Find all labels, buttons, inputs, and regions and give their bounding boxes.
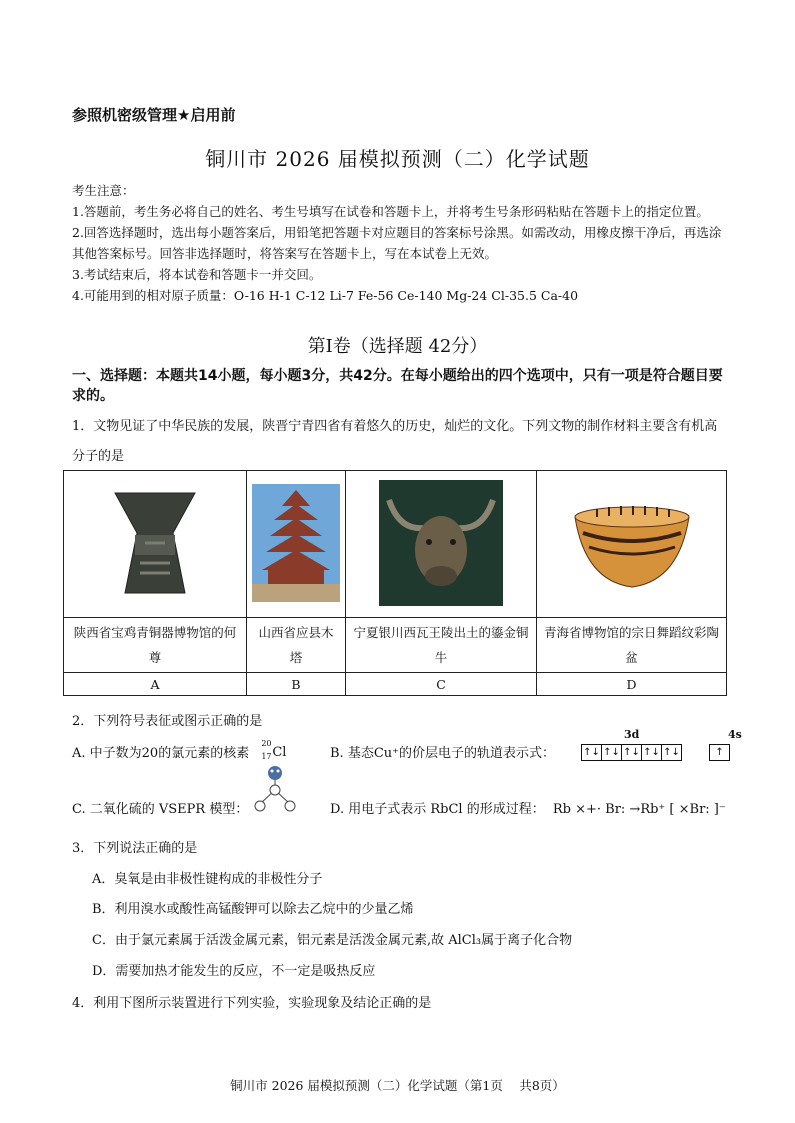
option-letter: B [247, 673, 346, 696]
option-caption: 陕西省宝鸡青铜器博物馆的何尊 [64, 618, 247, 673]
page-title: 铜川市 2026 届模拟预测（二）化学试题 [205, 147, 590, 171]
painted-pottery-basin-image [537, 471, 727, 618]
orbital-box: ↑ [709, 744, 730, 761]
orbital-box: ↑↓ [621, 744, 642, 761]
notice-item: 4.可能用到的相对原子质量：O-16 H-1 C-12 Li-7 Fe-56 Ce-140 Mg-24 Cl-35.5 Ca-40 [72, 288, 579, 303]
question-3-option: C．由于氯元素属于活泼金属元素，铝元素是活泼金属元素,故 AlCl₃属于离子化合物 [92, 933, 573, 948]
vsepr-model-diagram [252, 764, 298, 814]
element-symbol: Cl [272, 744, 287, 760]
wooden-pagoda-image [247, 471, 346, 618]
question-2-option-a [72, 738, 295, 763]
question-3-option: B．利用溴水或酸性高锰酸钾可以除去乙烷中的少量乙烯 [92, 902, 414, 917]
question-2-option-d [330, 798, 726, 817]
question-2-option-c [72, 798, 248, 817]
gilded-bronze-ox-image [346, 471, 537, 618]
option-letter: C [346, 673, 537, 696]
question-2-option-b: B. 基态Cu⁺的价层电子的轨道表示式： [330, 746, 555, 761]
section-title: 第Ⅰ卷（选择题 42分） [307, 336, 488, 357]
confidential-label: 参照机密级管理★启用前 [72, 106, 236, 124]
option-caption: 宁夏银川西瓦王陵出土的鎏金铜牛 [346, 618, 537, 673]
option-a-text: A. 中子数为20的氯元素的核素 [72, 746, 250, 761]
mass-number: 20 [261, 738, 272, 748]
question-3-option: D．需要加热才能发生的反应，不一定是吸热反应 [92, 964, 376, 979]
orbital-3d-label: 3d [624, 728, 640, 741]
question-2-stem: 2．下列符号表征或图示正确的是 [72, 714, 263, 729]
atomic-number: 17 [261, 751, 272, 761]
question-1-stem: 1．文物见证了中华民族的发展，陕晋宁青四省有着悠久的历史，灿烂的文化。下列文物的制作材料主要含有机高分子的是 [72, 419, 718, 464]
option-letter: D [537, 673, 727, 696]
question-4-stem: 4．利用下图所示装置进行下列实验，实验现象及结论正确的是 [72, 996, 432, 1011]
option-c-text: C. 二氧化硫的 VSEPR 模型： [72, 802, 249, 817]
option-caption: 青海省博物馆的宗日舞蹈纹彩陶盆 [537, 618, 727, 673]
orbital-box: ↑↓ [581, 744, 602, 761]
orbital-box: ↑↓ [661, 744, 682, 761]
notice-item: 2.回答选择题时，选出每小题答案后，用铅笔把答题卡对应题目的答案标号涂黑。如需改动，用橡皮擦干净后，再选涂其他答案标号。回答非选择题时，将答案写在答题卡上，写在本试卷上无效。 [72, 225, 722, 261]
exam-notice [72, 180, 727, 306]
option-letter: A [64, 673, 247, 696]
question-3-option: A．臭氧是由非极性键构成的非极性分子 [92, 872, 323, 887]
question-3-stem: 3．下列说法正确的是 [72, 841, 198, 856]
option-d-text: D. 用电子式表示 RbCl 的形成过程： [330, 802, 545, 817]
orbital-box: ↑↓ [641, 744, 662, 761]
electron-formula: Rb ×+· Br: →Rb⁺ [ ×Br: ]⁻ [552, 802, 726, 817]
orbital-4s-label: 4s [728, 728, 742, 741]
notice-item: 1.答题前，考生务必将自己的姓名、考生号填写在试卷和答题卡上，并将考生号条形码粘贴在答题卡上的指定位置。 [72, 204, 709, 219]
page-footer: 铜川市 2026 届模拟预测（二）化学试题（第1页 共8页） [230, 1078, 565, 1093]
orbital-box: ↑↓ [601, 744, 622, 761]
nuclide-symbol [261, 738, 295, 763]
question-1-options-table [63, 470, 727, 696]
orbital-diagram [582, 728, 742, 763]
notice-heading: 考生注意： [72, 183, 135, 198]
bronze-zun-image [64, 471, 247, 618]
notice-item: 3.考试结束后，将本试卷和答题卡一并交回。 [72, 267, 322, 282]
option-caption: 山西省应县木塔 [247, 618, 346, 673]
part-instructions: 一、选择题：本题共14小题，每小题3分，共42分。在每小题给出的四个选项中，只有一项是符合题目要求的。 [72, 368, 723, 404]
